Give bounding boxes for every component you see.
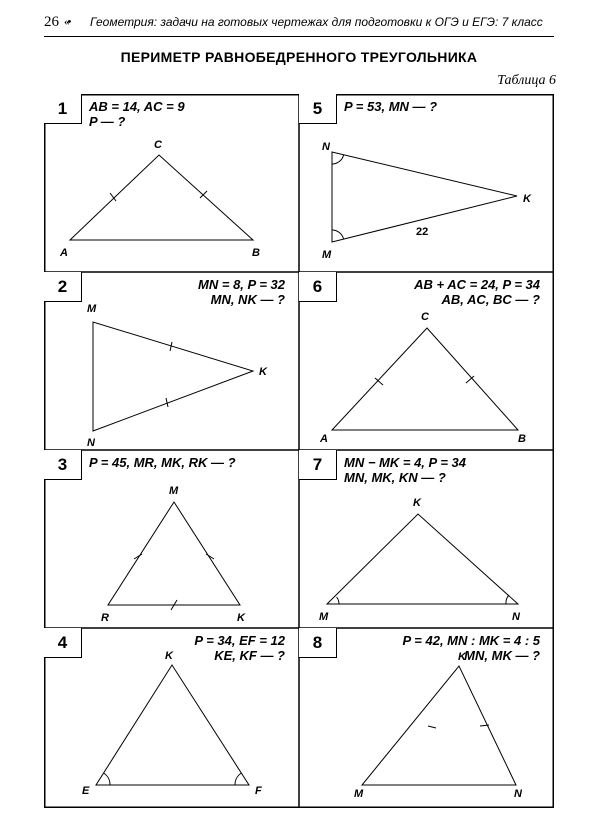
vertex-label-n: N: [512, 611, 520, 623]
problem-number: 1: [44, 94, 82, 124]
vertex-label-m: M: [169, 485, 179, 497]
vertex-label-k: K: [458, 651, 466, 663]
vertex-label-m: M: [354, 788, 364, 800]
vertex-label-a: A: [60, 247, 68, 259]
vertex-label-a: A: [320, 433, 328, 445]
condition-given: P = 34, EF = 12: [194, 633, 285, 648]
vertex-label-b: B: [518, 433, 526, 445]
triangle-figure: [299, 628, 554, 808]
vertex-label-n: N: [87, 437, 95, 449]
problem-table: [44, 94, 554, 808]
problem-cell-5: [299, 94, 554, 272]
vertex-label-k: K: [259, 366, 267, 378]
condition-question: KE, KF — ?: [214, 648, 285, 663]
condition-given: AB + AC = 24, P = 34: [414, 277, 540, 292]
vertex-label-e: E: [82, 785, 90, 797]
problem-number: 6: [299, 272, 337, 302]
condition-given: P = 42, MN : MK = 4 : 5: [402, 633, 540, 648]
problem-number: 8: [299, 628, 337, 658]
book-title: Геометрия: задачи на готовых чертежах для подготовки к ОГЭ и ЕГЭ: 7 класс: [90, 15, 543, 29]
vertex-label-k: K: [523, 193, 531, 205]
problem-number: 3: [44, 450, 82, 480]
problem-cell-3: [44, 450, 299, 628]
triangle-figure: [44, 628, 299, 808]
condition-given: P = 45, MR, MK, RK — ?: [89, 455, 236, 470]
problem-number: 2: [44, 272, 82, 302]
problem-cell-6: [299, 272, 554, 450]
triangle-figure: [299, 272, 554, 450]
triangle-figure: [299, 94, 554, 272]
vertex-label-k: K: [237, 612, 245, 624]
vertex-label-k: K: [165, 650, 173, 662]
condition-given: MN = 8, P = 32: [198, 277, 285, 292]
condition-question: MN, MK, KN — ?: [344, 470, 446, 485]
triangle-figure: [44, 450, 299, 628]
problem-cell-1: [44, 94, 299, 272]
vertex-label-n: N: [514, 788, 522, 800]
problem-number: 5: [299, 94, 337, 124]
header-rule: [44, 36, 554, 37]
vertex-label-f: F: [255, 785, 262, 797]
page-header: [44, 14, 564, 36]
condition-given: MN − MK = 4, P = 34: [344, 455, 466, 470]
header-bullet: «•: [64, 16, 70, 28]
page-number: 26: [44, 14, 59, 30]
side-length-label: 22: [416, 226, 429, 238]
vertex-label-n: N: [322, 141, 330, 153]
vertex-label-m: M: [319, 611, 329, 623]
condition-question: AB, AC, BC — ?: [441, 292, 540, 307]
problem-number: 4: [44, 628, 82, 658]
triangle-figure: [299, 450, 554, 628]
condition-question: MN, MK — ?: [464, 648, 540, 663]
problem-number: 7: [299, 450, 337, 480]
condition-given: P = 53, MN — ?: [344, 99, 438, 114]
vertex-label-b: B: [252, 247, 260, 259]
problem-cell-2: [44, 272, 299, 450]
triangle-figure: [44, 272, 299, 450]
vertex-label-k: K: [413, 497, 421, 509]
condition-question: MN, NK — ?: [210, 292, 285, 307]
vertex-label-m: M: [87, 303, 97, 315]
condition-question: P — ?: [89, 114, 126, 129]
vertex-label-r: R: [101, 612, 109, 624]
problem-cell-7: [299, 450, 554, 628]
vertex-label-m: M: [322, 249, 332, 261]
page-title: ПЕРИМЕТР РАВНОБЕДРЕННОГО ТРЕУГОЛЬНИКА: [120, 49, 478, 65]
problem-cell-8: [299, 628, 554, 808]
table-label: Таблица 6: [497, 73, 556, 88]
triangle-figure: [44, 94, 299, 272]
condition-given: AB = 14, AC = 9: [89, 99, 185, 114]
vertex-label-c: C: [154, 139, 162, 151]
vertex-label-c: C: [421, 311, 429, 323]
problem-cell-4: [44, 628, 299, 808]
